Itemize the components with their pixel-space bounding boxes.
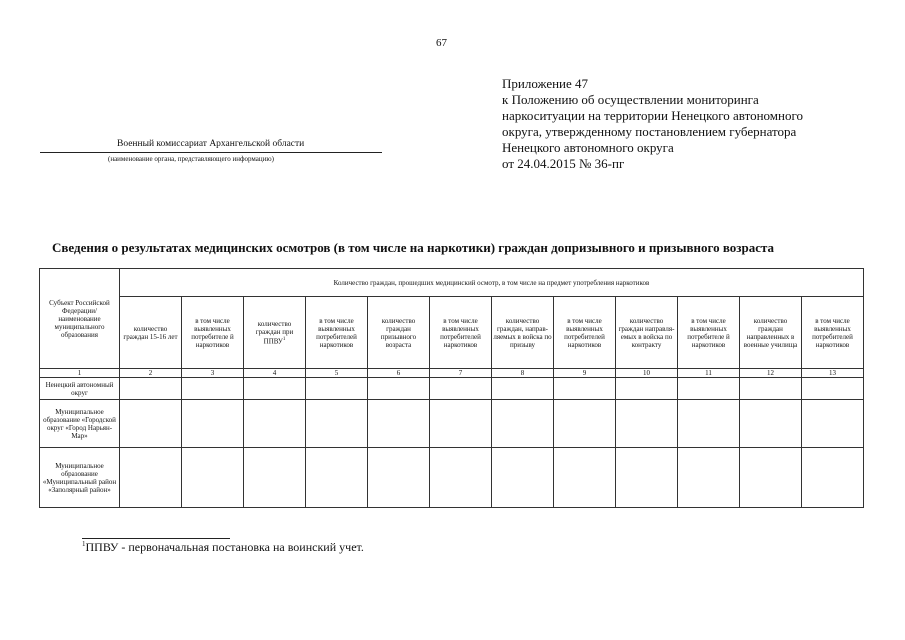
table-cell (430, 448, 492, 508)
table-cell (492, 448, 554, 508)
table-cell (740, 448, 802, 508)
col-number: 4 (244, 369, 306, 378)
table-cell (616, 378, 678, 400)
header-group: Количество граждан, прошедших медицинский осмотр, в том числе на предмет употребления наркотиков (120, 269, 864, 297)
footnote-separator (82, 538, 230, 539)
col-number: 13 (802, 369, 864, 378)
col-number: 10 (616, 369, 678, 378)
table-cell (368, 400, 430, 448)
col-header: в том числе выявленных потребителей наркотиков (306, 297, 368, 369)
col-header: количество граждан направля-емых в войска по контракту (616, 297, 678, 369)
table-cell (120, 400, 182, 448)
org-caption: (наименование органа, представляющего информацию) (108, 155, 274, 163)
table-cell (802, 448, 864, 508)
col-number: 9 (554, 369, 616, 378)
row-label: Муниципальное образование «Городской округ «Город Нарьян-Мар» (40, 400, 120, 448)
appendix-line: от 24.04.2015 № 36-пг (502, 156, 625, 171)
table-cell (244, 448, 306, 508)
page-number: 67 (436, 37, 447, 49)
report-table (39, 268, 864, 508)
table-cell (306, 378, 368, 400)
table-cell (244, 378, 306, 400)
header-subject: Субъект Российской Федерации/ наименование муниципального образования (40, 269, 120, 369)
table-cell (616, 400, 678, 448)
col-header: в том числе выявленных потребителе й наркотиков (678, 297, 740, 369)
table-cell (244, 400, 306, 448)
appendix-line: Ненецкого автономного округа (502, 140, 674, 155)
col-header (244, 297, 306, 369)
col-header: в том числе выявленных потребителе й наркотиков (182, 297, 244, 369)
row-label: Муниципальное образование «Муниципальный район «Заполярный район» (40, 448, 120, 508)
table-cell (802, 400, 864, 448)
table-cell (430, 400, 492, 448)
col-number: 2 (120, 369, 182, 378)
col-number: 5 (306, 369, 368, 378)
table-cell (678, 378, 740, 400)
appendix-block (502, 76, 803, 172)
table-row (40, 448, 864, 508)
footnote-text: ППВУ - первоначальная постановка на воинский учет. (85, 540, 364, 554)
table-cell (740, 378, 802, 400)
col-number: 8 (492, 369, 554, 378)
table-cell (616, 448, 678, 508)
table-cell (182, 448, 244, 508)
table-cell (120, 378, 182, 400)
table-cell (430, 378, 492, 400)
appendix-line: округа, утвержденному постановлением губернатора (502, 124, 797, 139)
table-cell (740, 400, 802, 448)
table-cell (120, 448, 182, 508)
col-number: 3 (182, 369, 244, 378)
org-name: Военный комиссариат Архангельской области (117, 139, 305, 149)
col-number: 7 (430, 369, 492, 378)
table-cell (802, 378, 864, 400)
footnote-mark: 1 (82, 540, 86, 548)
col-number: 11 (678, 369, 740, 378)
appendix-line: Приложение 47 (502, 76, 589, 91)
report-title: Сведения о результатах медицинских осмотров (в том числе на наркотики) граждан допризывного и призывного возраста (52, 240, 775, 255)
table-cell (368, 378, 430, 400)
table-cell (368, 448, 430, 508)
col-number: 6 (368, 369, 430, 378)
table-row (40, 378, 864, 400)
org-underline (40, 152, 382, 153)
table-cell (554, 378, 616, 400)
col-number: 1 (40, 369, 120, 378)
appendix-line: к Положению об осуществлении мониторинга (502, 92, 759, 107)
table-cell (554, 400, 616, 448)
col-header: количество граждан, направ-ляемых в войска по призыву (492, 297, 554, 369)
footnote (82, 540, 364, 555)
table-cell (678, 448, 740, 508)
table-cell (182, 400, 244, 448)
table-cell (182, 378, 244, 400)
col-header: в том числе выявленных потребителей наркотиков (802, 297, 864, 369)
col-header: количество граждан направленных в военные училища (740, 297, 802, 369)
col-number: 12 (740, 369, 802, 378)
footnote-mark: 1 (282, 336, 286, 342)
col-header: количество граждан 15-16 лет (120, 297, 182, 369)
table-cell (492, 400, 554, 448)
table-cell (306, 400, 368, 448)
table-row (40, 400, 864, 448)
table-cell (554, 448, 616, 508)
table-cell (492, 378, 554, 400)
col-header: в том числе выявленных потребителей наркотиков (554, 297, 616, 369)
col-header: количество граждан призывного возраста (368, 297, 430, 369)
table-cell (678, 400, 740, 448)
appendix-line: наркоситуации на территории Ненецкого автономного (502, 108, 803, 123)
col-header: в том числе выявленных потребителей наркотиков (430, 297, 492, 369)
table-cell (306, 448, 368, 508)
row-label: Ненецкий автономный округ (40, 378, 120, 400)
col-header-text: количество граждан при ППВУ (255, 319, 294, 346)
